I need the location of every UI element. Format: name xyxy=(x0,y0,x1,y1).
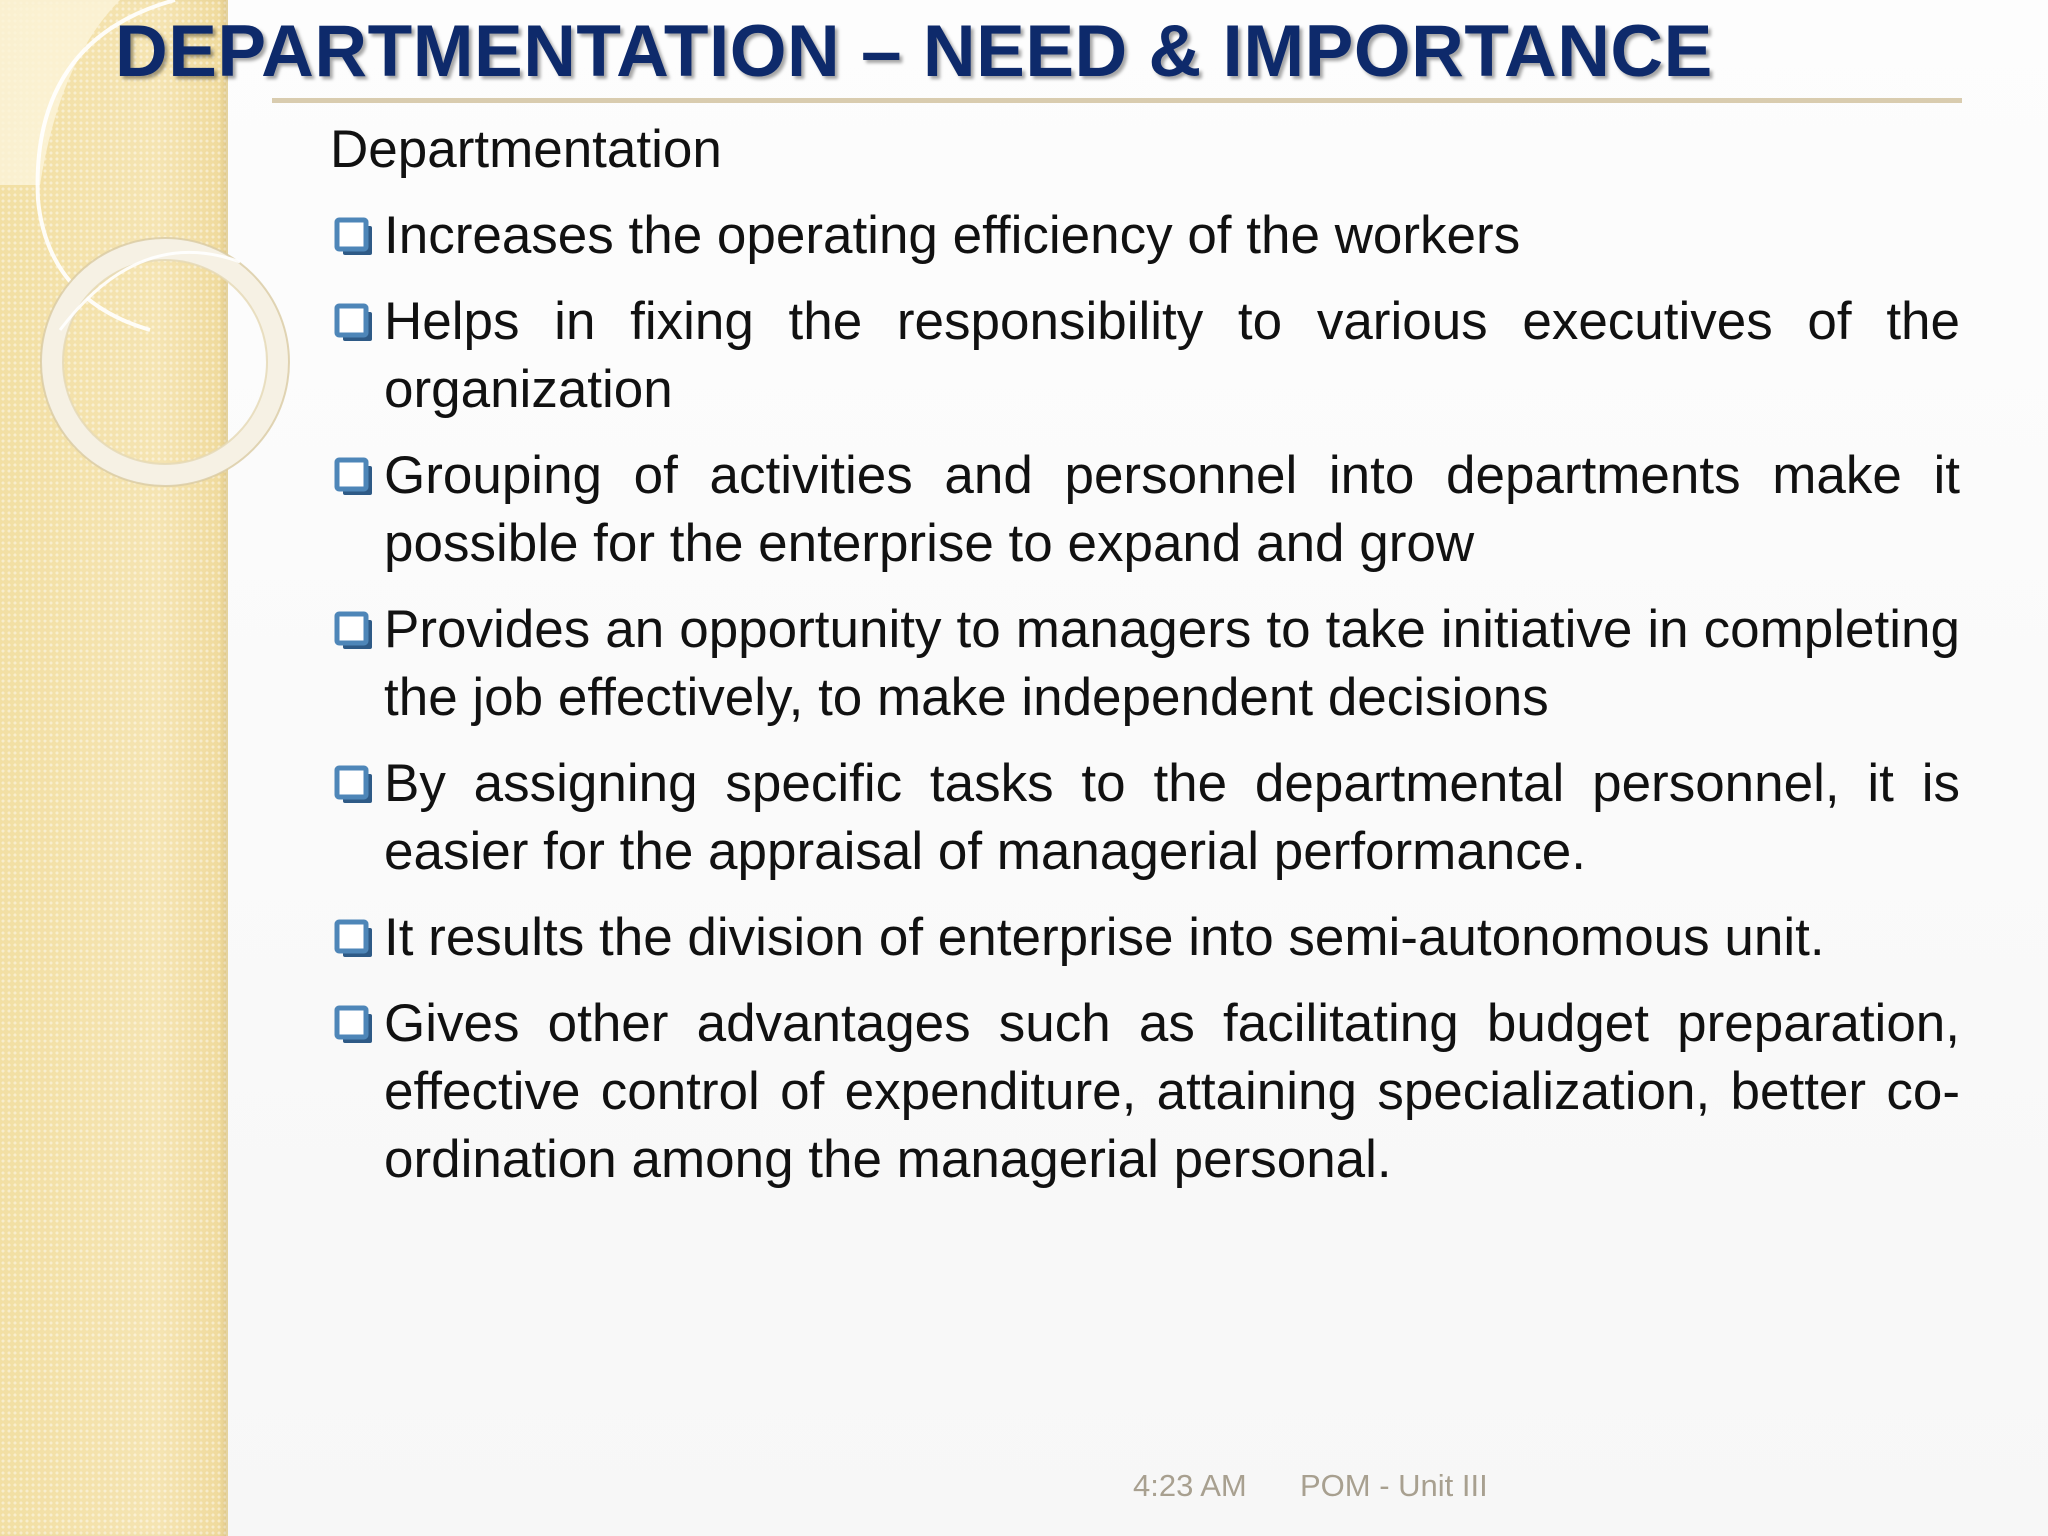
footer-time: 4:23 AM xyxy=(1133,1468,1247,1503)
bullet-text: By assigning specific tasks to the departmental personnel, it is easier for the appraisal of managerial performance. xyxy=(384,754,1960,881)
bullet-item xyxy=(330,202,1960,270)
checkbox-square-icon xyxy=(334,611,374,651)
bullet-text: Increases the operating efficiency of the workers xyxy=(384,206,1521,265)
checkbox-square-icon xyxy=(334,919,374,959)
checkbox-square-icon xyxy=(334,303,374,343)
bullet-item xyxy=(330,596,1960,732)
bullet-text: It results the division of enterprise into semi-autonomous unit. xyxy=(384,908,1825,967)
slide-title: DEPARTMENTATION – NEED & IMPORTANCE xyxy=(115,11,1713,92)
checkbox-square-icon xyxy=(334,217,374,257)
title-divider xyxy=(272,98,1962,103)
footer-label: POM - Unit III xyxy=(1300,1468,1488,1503)
slide-body xyxy=(330,116,1960,1212)
bullet-text: Provides an opportunity to managers to take initiative in completing the job effectively, to make independent decisions xyxy=(384,600,1960,727)
bullet-item xyxy=(330,288,1960,424)
bullet-item xyxy=(330,990,1960,1194)
checkbox-square-icon xyxy=(334,1005,374,1045)
checkbox-square-icon xyxy=(334,765,374,805)
bullet-item xyxy=(330,750,1960,886)
bullet-text: Gives other advantages such as facilitating budget preparation, effective control of expenditure, attaining specialization, better co-ordination among the managerial personal. xyxy=(384,994,1960,1189)
checkbox-square-icon xyxy=(334,457,374,497)
bullet-item xyxy=(330,904,1960,972)
bullet-item xyxy=(330,442,1960,578)
bullet-text: Helps in fixing the responsibility to various executives of the organization xyxy=(384,292,1960,419)
intro-text: Departmentation xyxy=(330,120,722,179)
bullet-text: Grouping of activities and personnel into departments make it possible for the enterprise to expand and grow xyxy=(384,446,1960,573)
